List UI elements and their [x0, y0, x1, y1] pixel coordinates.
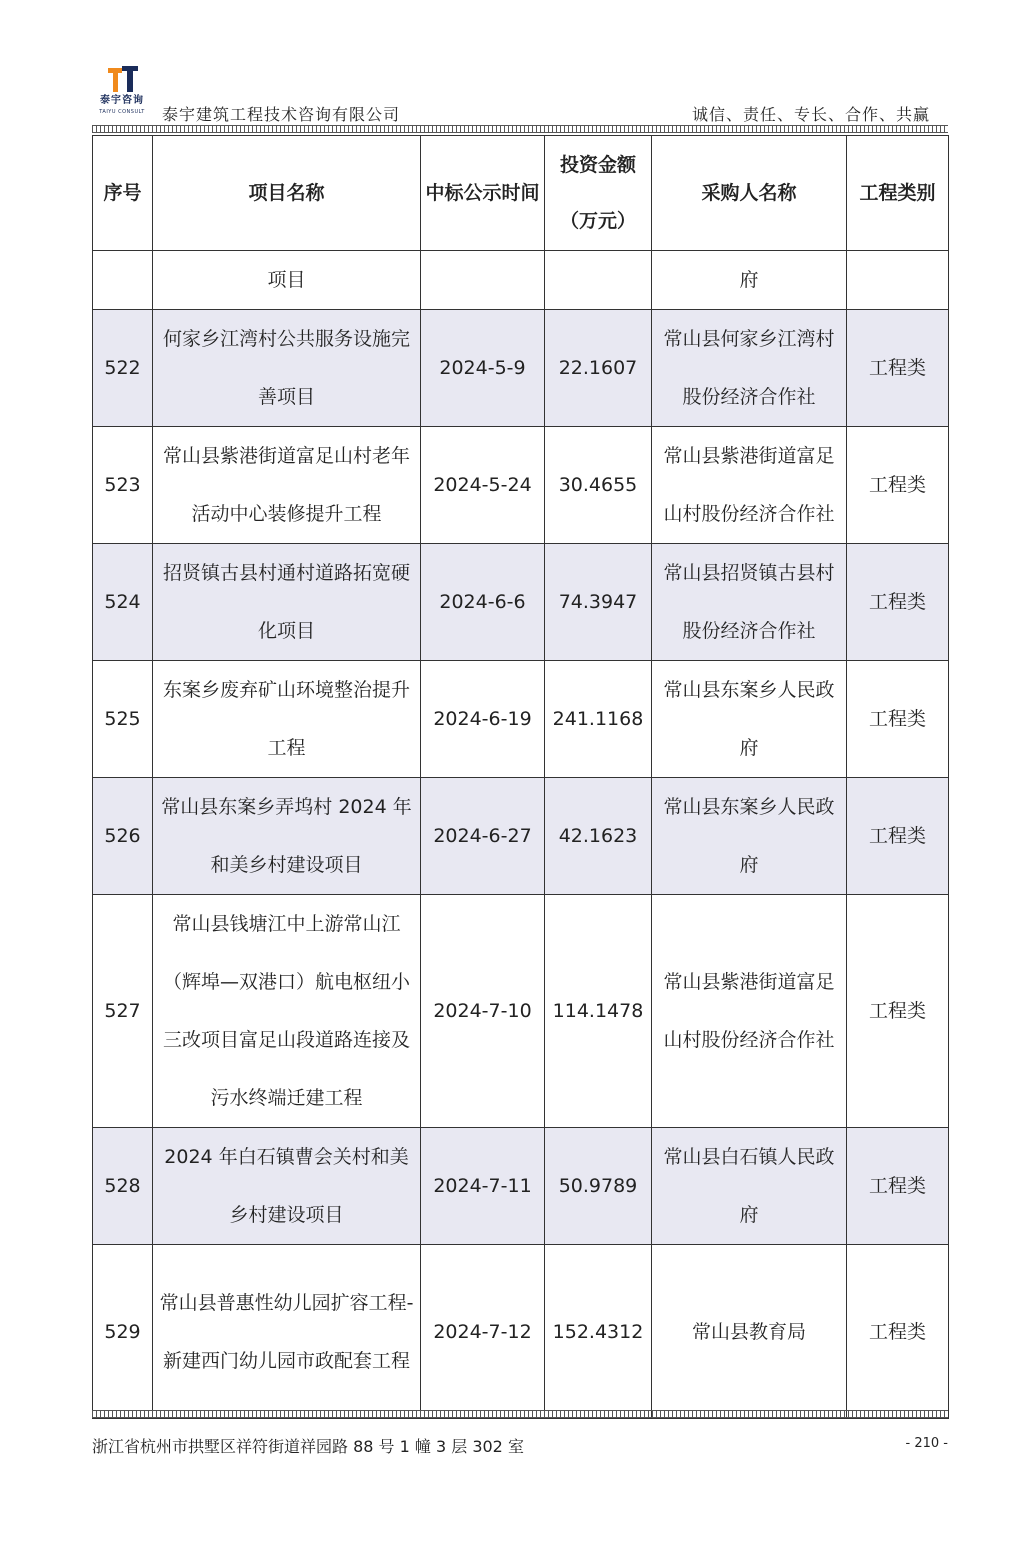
cell-name: 常山县钱塘江中上游常山江（辉埠—双港口）航电枢纽小三改项目富足山段道路连接及污水终端迁建工程 — [153, 895, 421, 1128]
cell-buyer: 常山县紫港街道富足山村股份经济合作社 — [652, 427, 847, 544]
table-row — [93, 1128, 949, 1245]
cell-no — [93, 251, 153, 310]
cell-name: 常山县紫港街道富足山村老年活动中心装修提升工程 — [153, 427, 421, 544]
cell-buyer: 常山县东案乡人民政府 — [652, 778, 847, 895]
column-header-no: 序号 — [93, 136, 153, 251]
cell-date: 2024-7-12 — [421, 1245, 545, 1419]
table-row — [93, 544, 949, 661]
column-header-name: 项目名称 — [153, 136, 421, 251]
cell-name: 2024 年白石镇曹会关村和美乡村建设项目 — [153, 1128, 421, 1245]
company-address: 浙江省杭州市拱墅区祥符街道祥园路 88 号 1 幢 3 层 302 室 — [92, 1437, 524, 1456]
column-header-amount: 投资金额（万元） — [545, 136, 652, 251]
logo-english-text: TAIYU CONSULT — [99, 109, 145, 115]
table-row — [93, 895, 949, 1128]
cell-type — [847, 251, 949, 310]
cell-date: 2024-6-27 — [421, 778, 545, 895]
project-table — [92, 135, 949, 1419]
logo-mark-icon — [108, 66, 140, 94]
cell-date: 2024-7-10 — [421, 895, 545, 1128]
table-row — [93, 661, 949, 778]
cell-buyer: 常山县教育局 — [652, 1245, 847, 1419]
cell-date: 2024-5-9 — [421, 310, 545, 427]
cell-buyer: 常山县东案乡人民政府 — [652, 661, 847, 778]
cell-name: 何家乡江湾村公共服务设施完善项目 — [153, 310, 421, 427]
cell-buyer: 府 — [652, 251, 847, 310]
logo-chinese-text: 泰宇咨询 — [100, 95, 144, 106]
column-header-type: 工程类别 — [847, 136, 949, 251]
cell-type: 工程类 — [847, 427, 949, 544]
table-row — [93, 310, 949, 427]
company-logo — [92, 62, 152, 120]
cell-no: 529 — [93, 1245, 153, 1419]
cell-no: 524 — [93, 544, 153, 661]
table-row — [93, 427, 949, 544]
table-row — [93, 1245, 949, 1419]
page-header — [92, 62, 948, 134]
column-header-date: 中标公示时间 — [421, 136, 545, 251]
cell-no: 527 — [93, 895, 153, 1128]
table-row — [93, 778, 949, 895]
company-name: 泰宇建筑工程技术咨询有限公司 — [162, 105, 401, 124]
cell-date: 2024-5-24 — [421, 427, 545, 544]
cell-amount — [545, 251, 652, 310]
cell-type: 工程类 — [847, 544, 949, 661]
cell-no: 522 — [93, 310, 153, 427]
cell-amount: 30.4655 — [545, 427, 652, 544]
cell-buyer: 常山县何家乡江湾村股份经济合作社 — [652, 310, 847, 427]
cell-no: 525 — [93, 661, 153, 778]
page-number: - 210 - — [905, 1436, 948, 1451]
table-header-row — [93, 136, 949, 251]
cell-date: 2024-7-11 — [421, 1128, 545, 1245]
page-footer — [92, 1410, 948, 1460]
cell-type: 工程类 — [847, 661, 949, 778]
cell-buyer: 常山县白石镇人民政府 — [652, 1128, 847, 1245]
cell-date: 2024-6-6 — [421, 544, 545, 661]
cell-amount: 50.9789 — [545, 1128, 652, 1245]
cell-no: 523 — [93, 427, 153, 544]
cell-name: 东案乡废弃矿山环境整治提升工程 — [153, 661, 421, 778]
cell-type: 工程类 — [847, 310, 949, 427]
footer-divider — [92, 1410, 948, 1418]
cell-buyer: 常山县招贤镇古县村股份经济合作社 — [652, 544, 847, 661]
company-slogan: 诚信、责任、专长、合作、共赢 — [691, 105, 930, 124]
cell-name: 项目 — [153, 251, 421, 310]
cell-date — [421, 251, 545, 310]
cell-name: 常山县普惠性幼儿园扩容工程-新建西门幼儿园市政配套工程 — [153, 1245, 421, 1419]
column-header-buyer: 采购人名称 — [652, 136, 847, 251]
cell-date: 2024-6-19 — [421, 661, 545, 778]
cell-type: 工程类 — [847, 1128, 949, 1245]
cell-type: 工程类 — [847, 1245, 949, 1419]
cell-type: 工程类 — [847, 778, 949, 895]
cell-amount: 74.3947 — [545, 544, 652, 661]
cell-amount: 42.1623 — [545, 778, 652, 895]
cell-name: 招贤镇古县村通村道路拓宽硬化项目 — [153, 544, 421, 661]
header-divider — [92, 125, 948, 133]
cell-no: 528 — [93, 1128, 153, 1245]
cell-amount: 152.4312 — [545, 1245, 652, 1419]
cell-name: 常山县东案乡弄坞村 2024 年和美乡村建设项目 — [153, 778, 421, 895]
cell-type: 工程类 — [847, 895, 949, 1128]
cell-no: 526 — [93, 778, 153, 895]
cell-amount: 114.1478 — [545, 895, 652, 1128]
cell-amount: 241.1168 — [545, 661, 652, 778]
cell-amount: 22.1607 — [545, 310, 652, 427]
cell-buyer: 常山县紫港街道富足山村股份经济合作社 — [652, 895, 847, 1128]
table-row — [93, 251, 949, 310]
